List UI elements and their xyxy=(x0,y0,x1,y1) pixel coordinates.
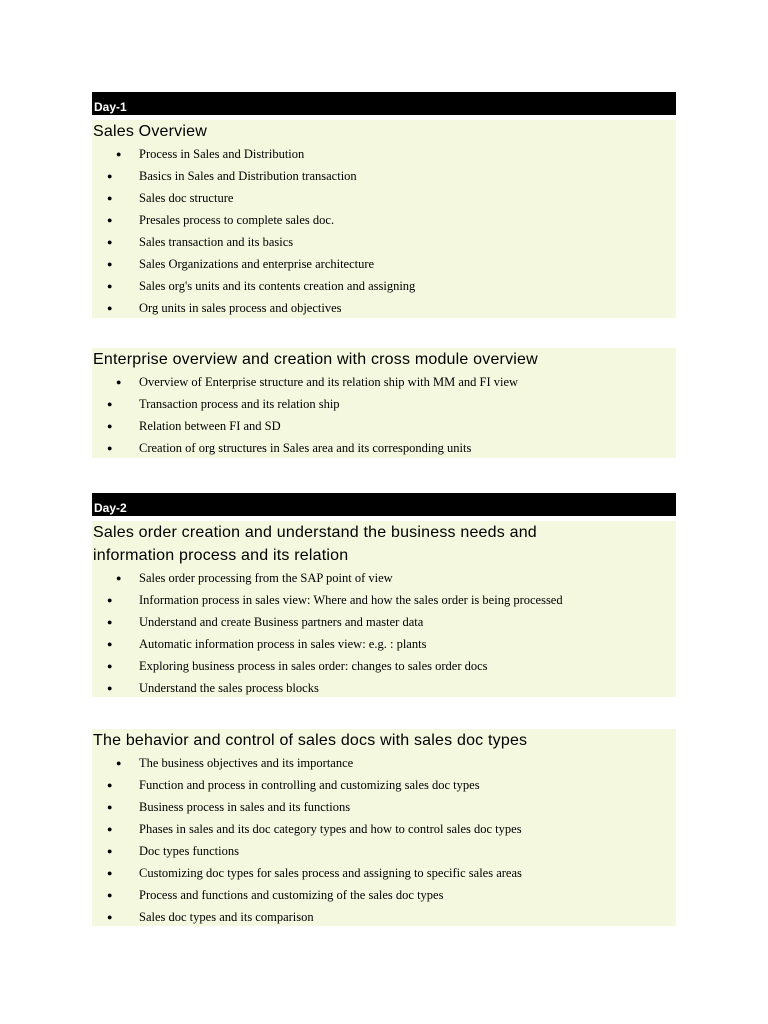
list-item: ● Information process in sales view: Where and how the sales order is being processed xyxy=(92,589,676,611)
bullet-icon: ● xyxy=(107,683,113,693)
bullet-icon: ● xyxy=(107,171,113,181)
list-item: ● Sales doc types and its comparison xyxy=(92,906,676,928)
day-1-header: Day-1 xyxy=(92,92,676,115)
section-sales-overview xyxy=(92,120,676,318)
bullet-icon: ● xyxy=(107,639,113,649)
bullet-icon: ● xyxy=(107,661,113,671)
bullet-icon: ● xyxy=(107,237,113,247)
list-item: ● Automatic information process in sales view: e.g. : plants xyxy=(92,633,676,655)
bullet-icon: ● xyxy=(107,780,113,790)
bullet-icon: ● xyxy=(116,758,122,768)
bullet-icon: ● xyxy=(107,399,113,409)
list-item: ● Business process in sales and its functions xyxy=(92,796,676,818)
list-item: ● The business objectives and its importance xyxy=(92,752,676,774)
bullet-icon: ● xyxy=(107,281,113,291)
list-item: ● Understand the sales process blocks xyxy=(92,677,676,699)
list-item: ● Sales order processing from the SAP point of view xyxy=(92,567,676,589)
list-item: ● Presales process to complete sales doc. xyxy=(92,209,676,231)
bullet-icon: ● xyxy=(107,595,113,605)
list-item: ● Function and process in controlling and customizing sales doc types xyxy=(92,774,676,796)
section-title: The behavior and control of sales docs with sales doc types xyxy=(93,732,528,749)
list-item: ● Overview of Enterprise structure and its relation ship with MM and FI view xyxy=(92,371,676,393)
section-title-line-1: Sales order creation and understand the business needs and xyxy=(93,524,537,541)
section-sales-order-creation xyxy=(92,521,676,697)
list-item: ● Sales transaction and its basics xyxy=(92,231,676,253)
list-item: ● Phases in sales and its doc category types and how to control sales doc types xyxy=(92,818,676,840)
bullet-list xyxy=(92,567,676,699)
list-item: ● Exploring business process in sales order: changes to sales order docs xyxy=(92,655,676,677)
bullet-icon: ● xyxy=(116,149,122,159)
list-item: ● Process and functions and customizing of the sales doc types xyxy=(92,884,676,906)
list-item: ● Relation between FI and SD xyxy=(92,415,676,437)
list-item: ● Creation of org structures in Sales area and its corresponding units xyxy=(92,437,676,459)
bullet-list xyxy=(92,752,676,928)
bullet-icon: ● xyxy=(107,824,113,834)
section-sales-doc-types xyxy=(92,729,676,926)
bullet-icon: ● xyxy=(107,617,113,627)
bullet-icon: ● xyxy=(107,259,113,269)
section-enterprise-overview xyxy=(92,348,676,458)
list-item: ● Sales doc structure xyxy=(92,187,676,209)
bullet-icon: ● xyxy=(107,846,113,856)
bullet-icon: ● xyxy=(107,912,113,922)
list-item: ● Process in Sales and Distribution xyxy=(92,143,676,165)
list-item: ● Customizing doc types for sales process and assigning to specific sales areas xyxy=(92,862,676,884)
bullet-icon: ● xyxy=(107,421,113,431)
section-title: Sales Overview xyxy=(93,123,207,140)
bullet-icon: ● xyxy=(107,303,113,313)
bullet-icon: ● xyxy=(107,890,113,900)
list-item: ● Org units in sales process and objectives xyxy=(92,297,676,319)
bullet-list xyxy=(92,143,676,319)
section-title: Enterprise overview and creation with cross module overview xyxy=(93,351,538,368)
bullet-icon: ● xyxy=(107,215,113,225)
list-item: ● Sales Organizations and enterprise architecture xyxy=(92,253,676,275)
bullet-icon: ● xyxy=(107,802,113,812)
list-item: ● Transaction process and its relation ship xyxy=(92,393,676,415)
day-2-header: Day-2 xyxy=(92,493,676,516)
list-item: ● Sales org's units and its contents creation and assigning xyxy=(92,275,676,297)
bullet-icon: ● xyxy=(107,443,113,453)
bullet-icon: ● xyxy=(107,193,113,203)
section-title-line-2: information process and its relation xyxy=(93,547,349,564)
list-item: ● Doc types functions xyxy=(92,840,676,862)
bullet-icon: ● xyxy=(107,868,113,878)
bullet-list xyxy=(92,371,676,459)
list-item: ● Understand and create Business partners and master data xyxy=(92,611,676,633)
bullet-icon: ● xyxy=(116,377,122,387)
list-item: ● Basics in Sales and Distribution transaction xyxy=(92,165,676,187)
bullet-icon: ● xyxy=(116,573,122,583)
